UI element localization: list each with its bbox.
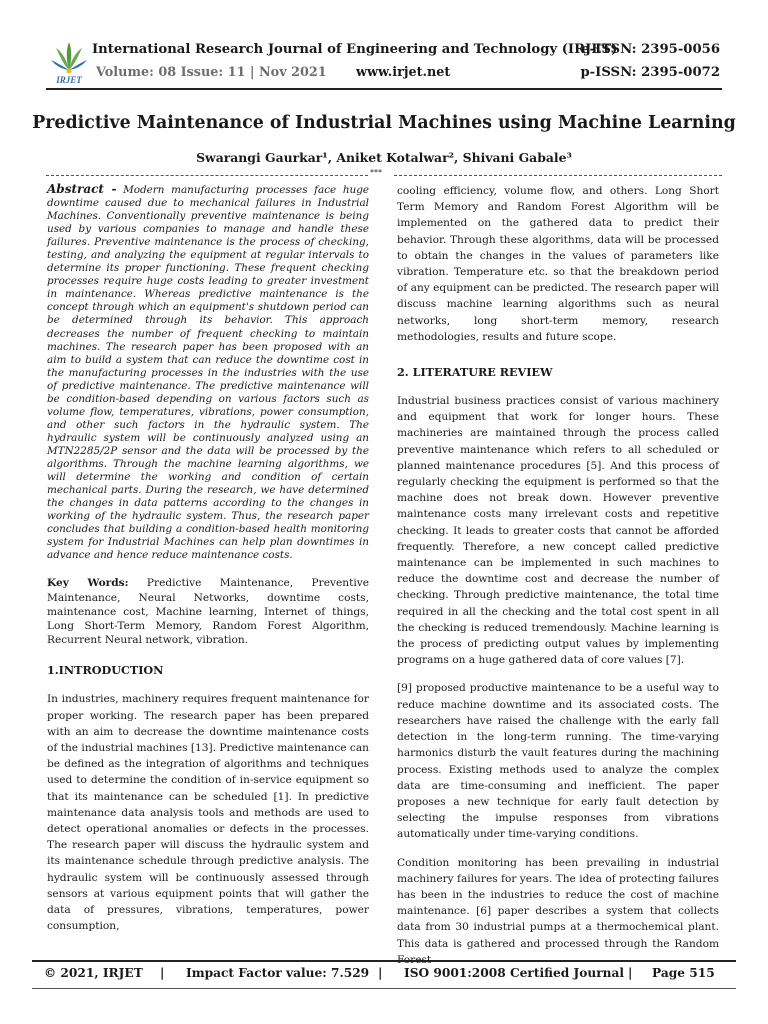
footer-page-number: Page 515 <box>652 966 715 980</box>
footer-impact-factor: Impact Factor value: 7.529 <box>186 966 370 980</box>
journal-name: International Research Journal of Engineering and Technology (IRJET) <box>92 42 618 57</box>
keywords-text: Predictive Maintenance, Preventive Maintenance, Neural Networks, downtime costs, maintenance cost, Machine learning, Internet of things, Long Short-Term Memory, Random Forest Algorithm, Recurrent Neural network, vibration. <box>47 577 369 647</box>
logo-text: IRJET <box>56 75 82 85</box>
footer-separator: | <box>160 966 165 980</box>
page-footer <box>0 966 768 986</box>
left-column <box>47 183 369 956</box>
footer-iso: ISO 9001:2008 Certified Journal <box>404 966 625 980</box>
literature-review-heading: 2. LITERATURE REVIEW <box>397 365 553 380</box>
separator-stars: *** <box>370 168 382 177</box>
introduction-paragraph: In industries, machinery requires frequent maintenance for proper working. The research paper has been prepared with an aim to decrease the downtime maintenance costs of the industrial machines [13]. Predictive maintenance can be defined as the integration of algorithms and techniques used to determine the condition of in-service equipment so that its maintenance can be scheduled [1]. In predictive maintenance data analysis tools and methods are used to detect operational anomalies or defects in the processes. The research paper will discuss the hydraulic system and its maintenance schedule through predictive analysis. The hydraulic system will be continuously assessed through sensors at various equipment points that will gather the data of pressures, vibrations, temperatures, power consumption, <box>47 693 369 933</box>
keywords <box>47 576 369 647</box>
abstract-label: Abstract - <box>47 182 117 196</box>
footer-copyright: © 2021, IRJET <box>44 966 143 980</box>
separator-dash-right <box>394 175 722 176</box>
journal-header <box>0 0 768 88</box>
paper-authors: Swarangi Gaurkar¹, Aniket Kotalwar², Shivani Gabale³ <box>196 150 572 165</box>
separator-dash-left <box>46 175 368 176</box>
journal-website-link[interactable]: www.irjet.net <box>356 65 451 80</box>
abstract-text: Modern manufacturing processes face huge downtime caused due to mechanical failures in Industrial Machines. Conventionally preventive maintenance is being used by various companies to manage and handle these failures. Preventive maintenance is the process of checking, testing, and analyzing the equipment at regular intervals to determine its proper functioning. These frequent checking processes require huge costs leading to greater investment in maintenance. Whereas predictive maintenance is the concept through which an equipment's shutdown period can be determined through its behavior. This approach decreases the number of frequent checking to maintain machines. The research paper has been proposed with an aim to build a system that can reduce the downtime cost in the manufacturing processes in the industries with the use of predictive maintenance. The predictive maintenance will be condition-based depending on various factors such as volume flow, temperatures, vibrations, power consumption, and other such factors in the hydraulic system. The hydraulic system will be continuously analyzed using an MTN2285/2P sensor and the data will be processed by the algorithms. Through the machine learning algorithms, we will determine the working and condition of certain mechanical parts. During the research, we have determined the changes in data patterns according to the changes in working of the hydraulic system. Thus, the research paper concludes that building a condition-based health monitoring system for Industrial Machines can help plan downtimes in advance and hence reduce maintenance costs. <box>47 184 370 562</box>
literature-paragraph-3: Condition monitoring has been prevailing in industrial machinery failures for years. The idea of protecting failures has been in the industries to reduce the cost of machine maintenance. [6] paper describes a system that collects data from 30 industrial pumps at a thermochemical plant. This data is gathered and processed through the Random <box>397 856 719 950</box>
abstract <box>47 183 369 562</box>
volume-info: Volume: 08 Issue: 11 | Nov 2021 <box>96 65 327 80</box>
introduction-heading: 1.INTRODUCTION <box>47 663 164 678</box>
right-column <box>397 183 719 956</box>
footer-bottom-divider <box>32 988 736 989</box>
introduction-paragraph-continued: cooling efficiency, volume flow, and others. Long Short Term Memory and Random Forest Algorithm will be implemented on the gathered data to predict their behavior. Through these algorithms, data will be processed to obtain the changes in the values of parameters like vibration. Temperature etc. so that the breakdown period of any equipment can be predicted. The research paper will discuss machine learning algorithms such as neural networks, long short-term memory, research methodologies, results and future scope. <box>397 185 719 343</box>
footer-divider <box>32 960 736 962</box>
keywords-label: Key Words: <box>47 577 129 590</box>
irjet-logo-icon <box>48 40 90 84</box>
footer-separator: | <box>378 966 383 980</box>
footer-separator: | <box>628 966 633 980</box>
paper-title: Predictive Maintenance of Industrial Machines using Machine Learning <box>32 113 736 133</box>
p-issn: p-ISSN: 2395-0072 <box>580 65 720 80</box>
literature-paragraph-2: [9] proposed productive maintenance to be a useful way to reduce machine downtime and its associated costs. The researchers have raised the challenge with the early fall detection in the long-term running. The time-varying harmonics disturb the vault features during the machining process. Existing methods used to analyze the complex data are time-consuming and inefficient. The paper proposes a new technique for early fault detection by selecting the impulse responses from vibrations automatically under time-varying conditions. <box>397 682 719 841</box>
e-issn: e-ISSN: 2395-0056 <box>581 42 720 57</box>
title-separator <box>46 170 722 180</box>
header-divider <box>46 88 722 90</box>
literature-paragraph-1: Industrial business practices consist of various machinery and equipment that work for longer hours. These machineries are maintained through the process called preventive maintenance which refers to all scheduled or planned maintenance procedures [5]. And this process of regularly checking the equipment is performed so that the machine does not break down. However preventive maintenance costs many irrelevant costs and repetitive checking. It leads to greater costs that cannot be afforded frequently. Therefore, a new concept called predictive maintenance can be implemented in such machines to reduce the downtime cost and decrease the number of checking. Through predictive maintenance, the total time required in all the checking and the total cost spent in all the checking is reduced tremendously. Machine learning is the process of predicting output values by implementing programs on a huge gathered data of core values [7]. <box>397 395 719 667</box>
